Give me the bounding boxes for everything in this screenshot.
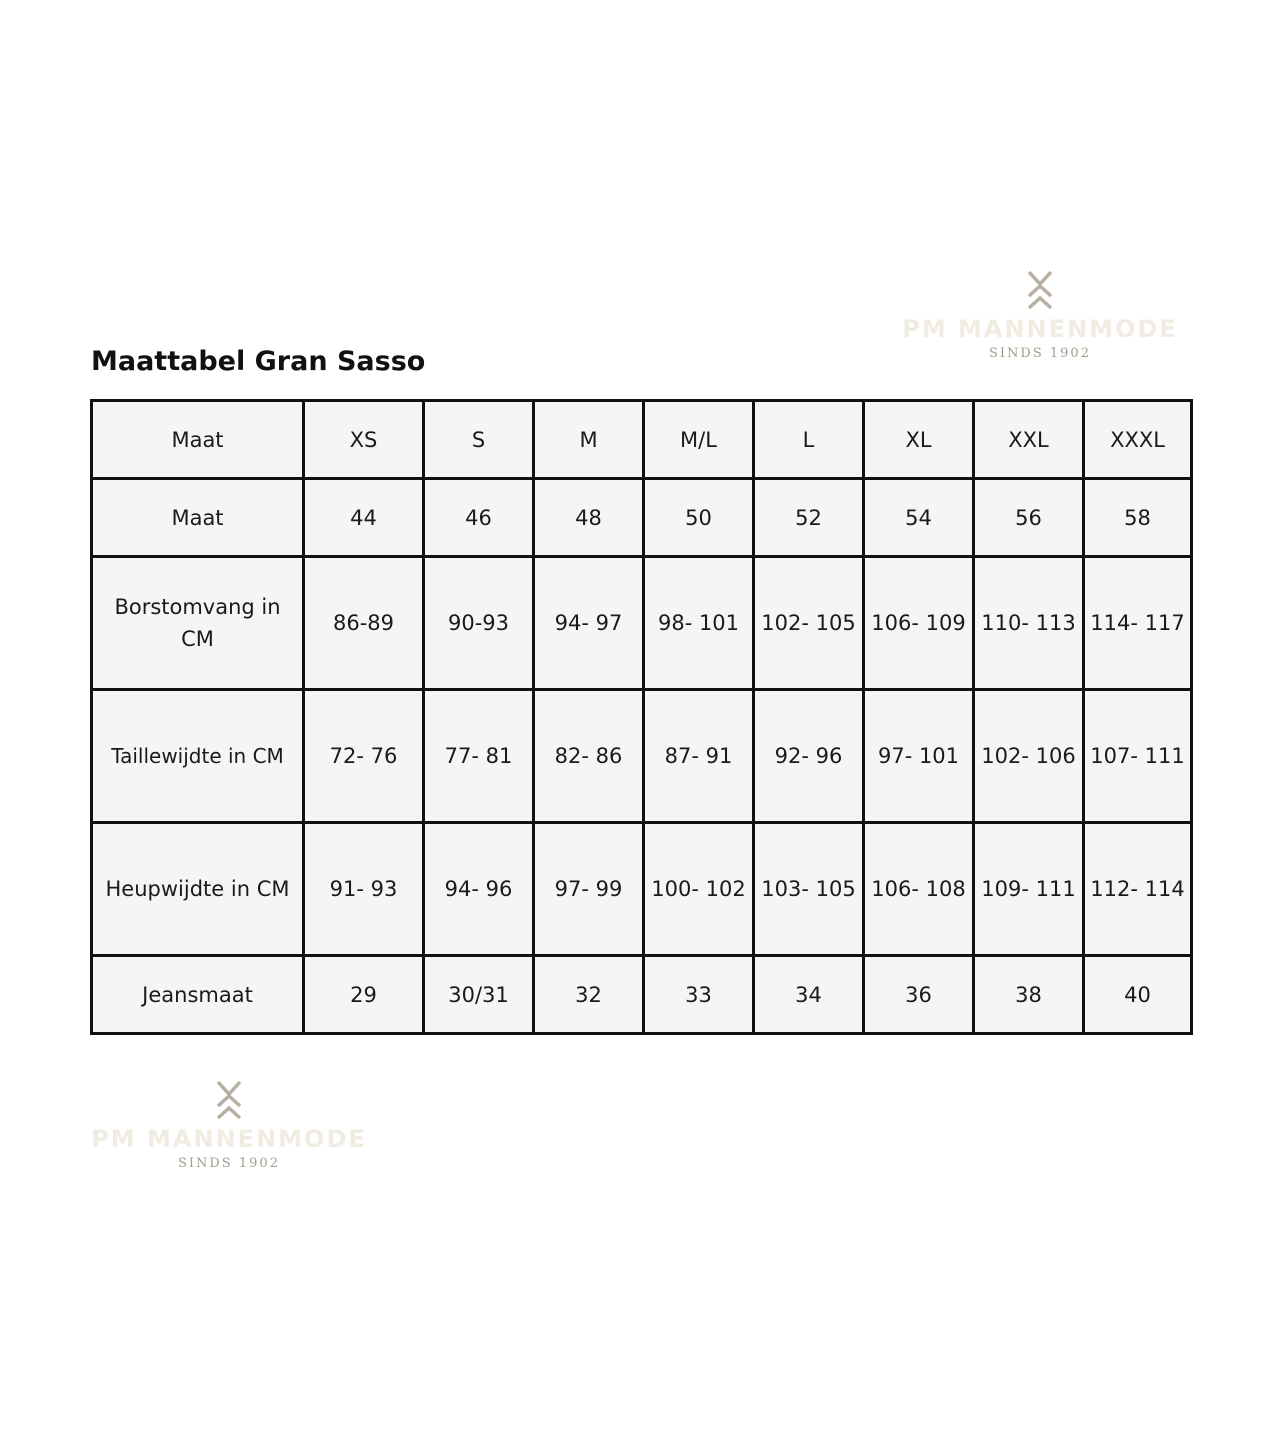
brand-logo-top	[890, 270, 1190, 361]
table-cell: 114- 117	[1084, 557, 1192, 690]
table-cell: 90-93	[424, 557, 534, 690]
table-row-hip	[92, 823, 1192, 956]
table-cell: 106- 109	[864, 557, 974, 690]
row-label: Maat	[92, 401, 304, 479]
table-cell: 102- 106	[974, 690, 1084, 823]
table-cell: 40	[1084, 956, 1192, 1034]
brand-since: SINDS 1902	[178, 1156, 280, 1171]
table-cell: 33	[644, 956, 754, 1034]
table-cell: 100- 102	[644, 823, 754, 956]
table-cell: M/L	[644, 401, 754, 479]
brand-name: PM MANNENMODE	[902, 315, 1178, 343]
table-cell: XL	[864, 401, 974, 479]
table-row-waist	[92, 690, 1192, 823]
table-cell: 107- 111	[1084, 690, 1192, 823]
table-cell: 52	[754, 479, 864, 557]
table-cell: 77- 81	[424, 690, 534, 823]
table-cell: 36	[864, 956, 974, 1034]
table-cell: XS	[304, 401, 424, 479]
row-label: Heupwijdte in CM	[92, 823, 304, 956]
table-row-size-number	[92, 479, 1192, 557]
table-cell: 32	[534, 956, 644, 1034]
table-cell: 82- 86	[534, 690, 644, 823]
table-cell: 48	[534, 479, 644, 557]
table-cell: 29	[304, 956, 424, 1034]
row-label: Maat	[92, 479, 304, 557]
table-cell: 54	[864, 479, 974, 557]
chevron-logo-icon	[1027, 270, 1053, 310]
table-cell: L	[754, 401, 864, 479]
table-row-jeans	[92, 956, 1192, 1034]
table-cell: 94- 96	[424, 823, 534, 956]
size-table	[90, 399, 1193, 1035]
table-row-size-letter	[92, 401, 1192, 479]
table-cell: XXL	[974, 401, 1084, 479]
table-cell: 56	[974, 479, 1084, 557]
table-cell: 112- 114	[1084, 823, 1192, 956]
table-cell: XXXL	[1084, 401, 1192, 479]
table-cell: 106- 108	[864, 823, 974, 956]
table-cell: 97- 99	[534, 823, 644, 956]
table-cell: 102- 105	[754, 557, 864, 690]
table-cell: 103- 105	[754, 823, 864, 956]
row-label: Taillewijdte in CM	[92, 690, 304, 823]
table-cell: 94- 97	[534, 557, 644, 690]
table-cell: 34	[754, 956, 864, 1034]
brand-logo-bottom	[79, 1080, 379, 1171]
table-cell: 86-89	[304, 557, 424, 690]
table-cell: 98- 101	[644, 557, 754, 690]
table-cell: 30/31	[424, 956, 534, 1034]
table-cell: 92- 96	[754, 690, 864, 823]
table-cell: 50	[644, 479, 754, 557]
table-cell: M	[534, 401, 644, 479]
table-cell: 58	[1084, 479, 1192, 557]
table-cell: 91- 93	[304, 823, 424, 956]
row-label: Jeansmaat	[92, 956, 304, 1034]
table-cell: 109- 111	[974, 823, 1084, 956]
page-title: Maattabel Gran Sasso	[91, 346, 426, 377]
table-row-chest	[92, 557, 1192, 690]
table-cell: 87- 91	[644, 690, 754, 823]
table-cell: 97- 101	[864, 690, 974, 823]
table-cell: 44	[304, 479, 424, 557]
brand-name: PM MANNENMODE	[91, 1125, 367, 1153]
chevron-logo-icon	[216, 1080, 242, 1120]
brand-since: SINDS 1902	[989, 346, 1091, 361]
row-label: Borstomvang in CM	[92, 557, 304, 690]
table-cell: 46	[424, 479, 534, 557]
table-cell: 110- 113	[974, 557, 1084, 690]
table-cell: 38	[974, 956, 1084, 1034]
table-cell: S	[424, 401, 534, 479]
table-cell: 72- 76	[304, 690, 424, 823]
